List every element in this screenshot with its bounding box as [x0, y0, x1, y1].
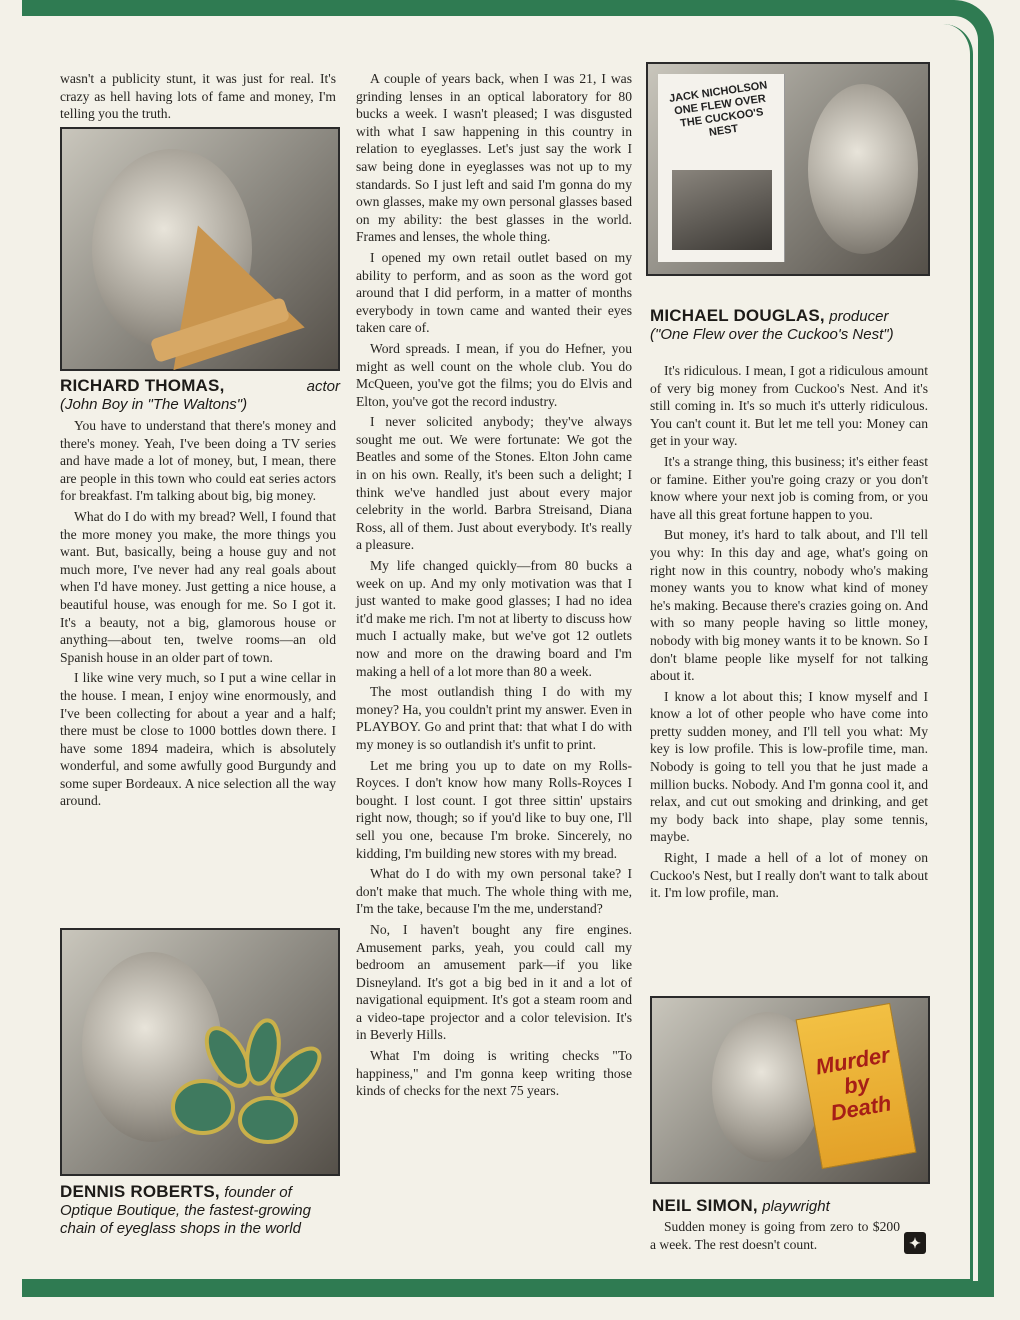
roberts-paragraph-2: I opened my own retail outlet based on my ability to perform, and as soon as the word got around that I did perform, in a matter of months everybody in town came and wanted their eyes taken care of. — [356, 249, 632, 336]
roberts-paragraph-7: Let me bring you up to date on my Rolls-Royces. I don't know how many Rolls-Royces I bought. I lost count. I got three sittin' upstairs right now, though; so if you'd like to buy one, I'll sell you one, because I'm broke. Sincerely, no kidding, I'm building new stores with my bread. — [356, 757, 632, 861]
roberts-name: DENNIS ROBERTS, — [60, 1182, 220, 1201]
poster-title: JACK NICHOLSON ONE FLEW OVER THE CUCKOO'S NEST — [668, 79, 769, 139]
roberts-role: founder of Optique Boutique, the fastest-growing chain of eyeglass shops in the world — [60, 1184, 311, 1237]
movie-poster-image — [658, 74, 785, 262]
portrait-face — [808, 84, 918, 254]
douglas-text — [650, 362, 928, 905]
douglas-role: producer — [829, 308, 889, 325]
playboy-rabbit-icon: ✦ — [904, 1232, 926, 1254]
douglas-paragraph-4: I know a lot about this; I know myself and I know a lot of other people who have come into pretty sudden money, and I'll tell you what: My key is low profile. This is low-profile time, man. Nobody is going to tell you that he just made a million bucks. Nobody. And I'm gonna cool it, and relax, and cut out smoking and drinking, and get my body back into shape, play some tennis, maybe. — [650, 688, 928, 845]
eyeglasses-image — [158, 1002, 328, 1152]
douglas-paragraph-2: It's a strange thing, this business; it's either feast or famine. Either you're going crazy or you don't know where your next job is coming from, or you have all this great fortune happen to you. — [650, 453, 928, 522]
poster-still — [672, 170, 772, 250]
douglas-heading — [650, 306, 930, 343]
douglas-paragraph-3: But money, it's hard to talk about, and I'll tell you why: In this day and age, what's going on right now in this country, nobody who's making money wants you to know what kind of money he's making. Because there's crazies going on. And with so many people having so little money, nobody with big money wants it to be known. So I don't blame people like myself for not talking about it. — [650, 527, 928, 684]
column-1-intro — [60, 70, 336, 126]
roberts-paragraph-10: What I'm doing is writing checks "To happiness," and I'm gonna keep writing those kinds of checks for the next 75 years. — [356, 1048, 632, 1099]
roberts-paragraph-6: The most outlandish thing I do with my money? Ha, you couldn't print my answer. Even in PLAYBOY. Go and print that: that what I do with my money is so outlandish it's unfit to print. — [356, 684, 632, 752]
douglas-name: MICHAEL DOUGLAS, — [650, 306, 825, 325]
roberts-paragraph-5: My life changed quickly—from 80 bucks a week on up. And my only motivation was that I just wanted to make good glasses; I had no idea it'd make me rich. I'm not at liberty to discuss how much I actually make, but we've got 12 outlets now and more on the drawing board and I'm making a hell of a lot more than 80 a week. — [356, 558, 632, 679]
roberts-paragraph-9: No, I haven't bought any fire engines. Amusement parks, yeah, you could call my bedroom an amusement park—if you like Disneyland. It's got a big bed in it and a lot of navigational equipment. It's got a steam room and a video-tape projector and a color television. It's in Beverly Hills. — [356, 921, 632, 1043]
column-2-text — [356, 70, 632, 1103]
simon-heading — [652, 1196, 928, 1216]
roberts-heading — [60, 1182, 338, 1238]
thomas-heading — [60, 376, 340, 413]
simon-name: NEIL SIMON, — [652, 1196, 758, 1215]
thomas-role: actor — [306, 378, 340, 395]
douglas-role-detail: ("One Flew over the Cuckoo's Nest") — [650, 326, 894, 343]
roberts-paragraph-1: A couple of years back, when I was 21, I was grinding lenses in an optical laboratory for 80 bucks a week. I wasn't pleased; I was disgusted with what I saw happening in this country in relation to eyeglasses. Let's just say the work I saw being done in eyeglasses was not up to my standards. So I just left and said I'm gonna do my own glasses, make my own personal glasses based on my ability: the best glasses in the world. Frames and lenses, the whole thing. — [356, 71, 632, 245]
simon-paragraph-1: Sudden money is going from zero to $200 a week. The rest doesn't count. — [650, 1219, 900, 1252]
roberts-paragraph-8: What do I do with my own personal take? I don't make that much. The whole thing with me, I'm the take, because I'm the me, understand? — [356, 866, 632, 917]
simon-text — [650, 1218, 900, 1256]
simon-role: playwright — [762, 1198, 830, 1215]
thomas-name: RICHARD THOMAS, — [60, 376, 225, 395]
thomas-paragraph-1: You have to understand that there's money and there's money. Yeah, I've been doing a TV series and have made a lot of money, but, I mean, there are people in this town who could eat series actors for breakfast. I'm talking about big, big money. — [60, 418, 336, 504]
douglas-paragraph-1: It's ridiculous. I mean, I got a ridiculous amount of very big money from Cuckoo's Nest. And it's still coming in. It's so much it's utterly ridiculous. You can't count it. But let me tell you: Money can get in your way. — [650, 363, 928, 449]
roberts-paragraph-4: I never solicited anybody; they've always sought me out. We were fortunate: We got the Beatles and some of the Stones. Elton John came in on his own. Really, it's been such a delight; I think we've handled just about every major celebrity in the world. Barbra Streisand, Diana Ross, all of them. Just about everybody. It's really a pleasure. — [356, 414, 632, 553]
book-title: Murder by Death — [813, 1041, 894, 1126]
douglas-paragraph-5: Right, I made a hell of a lot of money on Cuckoo's Nest, but I really don't want to talk about it. I'm low profile, man. — [650, 850, 928, 901]
intro-paragraph: wasn't a publicity stunt, it was just for real. It's crazy as hell having lots of fame and money, I'm telling you the truth. — [60, 71, 336, 122]
thomas-paragraph-3: I like wine very much, so I put a wine cellar in the house. I mean, I enjoy wine enormously, and I've been collecting for about a year and a half; there must be close to 1000 bottles down there. I have some 1894 madeira, which is absolutely wonderful, and some awfully good Burgundy and some super Bordeaux. A nice selection all the way around. — [60, 670, 336, 809]
roberts-paragraph-3: Word spreads. I mean, if you do Hefner, you might as well count on the whole club. You do McQueen, you've got the films; you do Elvis and Elton, you've got the record industry. — [356, 340, 632, 409]
thomas-paragraph-2: What do I do with my bread? Well, I found that the more money you make, the more things you want. But, basically, being a house guy and not much more, I've never had any real goals about when I'd have money. Just getting a nice house, a beautiful house, was enough for me. So I got it. It's a beauty, not a big, glamorous house or anything—about ten, twelve rooms—an old Spanish house in an older part of town. — [60, 508, 336, 665]
thomas-role-detail: (John Boy in "The Waltons") — [60, 396, 248, 413]
thomas-text — [60, 417, 336, 813]
